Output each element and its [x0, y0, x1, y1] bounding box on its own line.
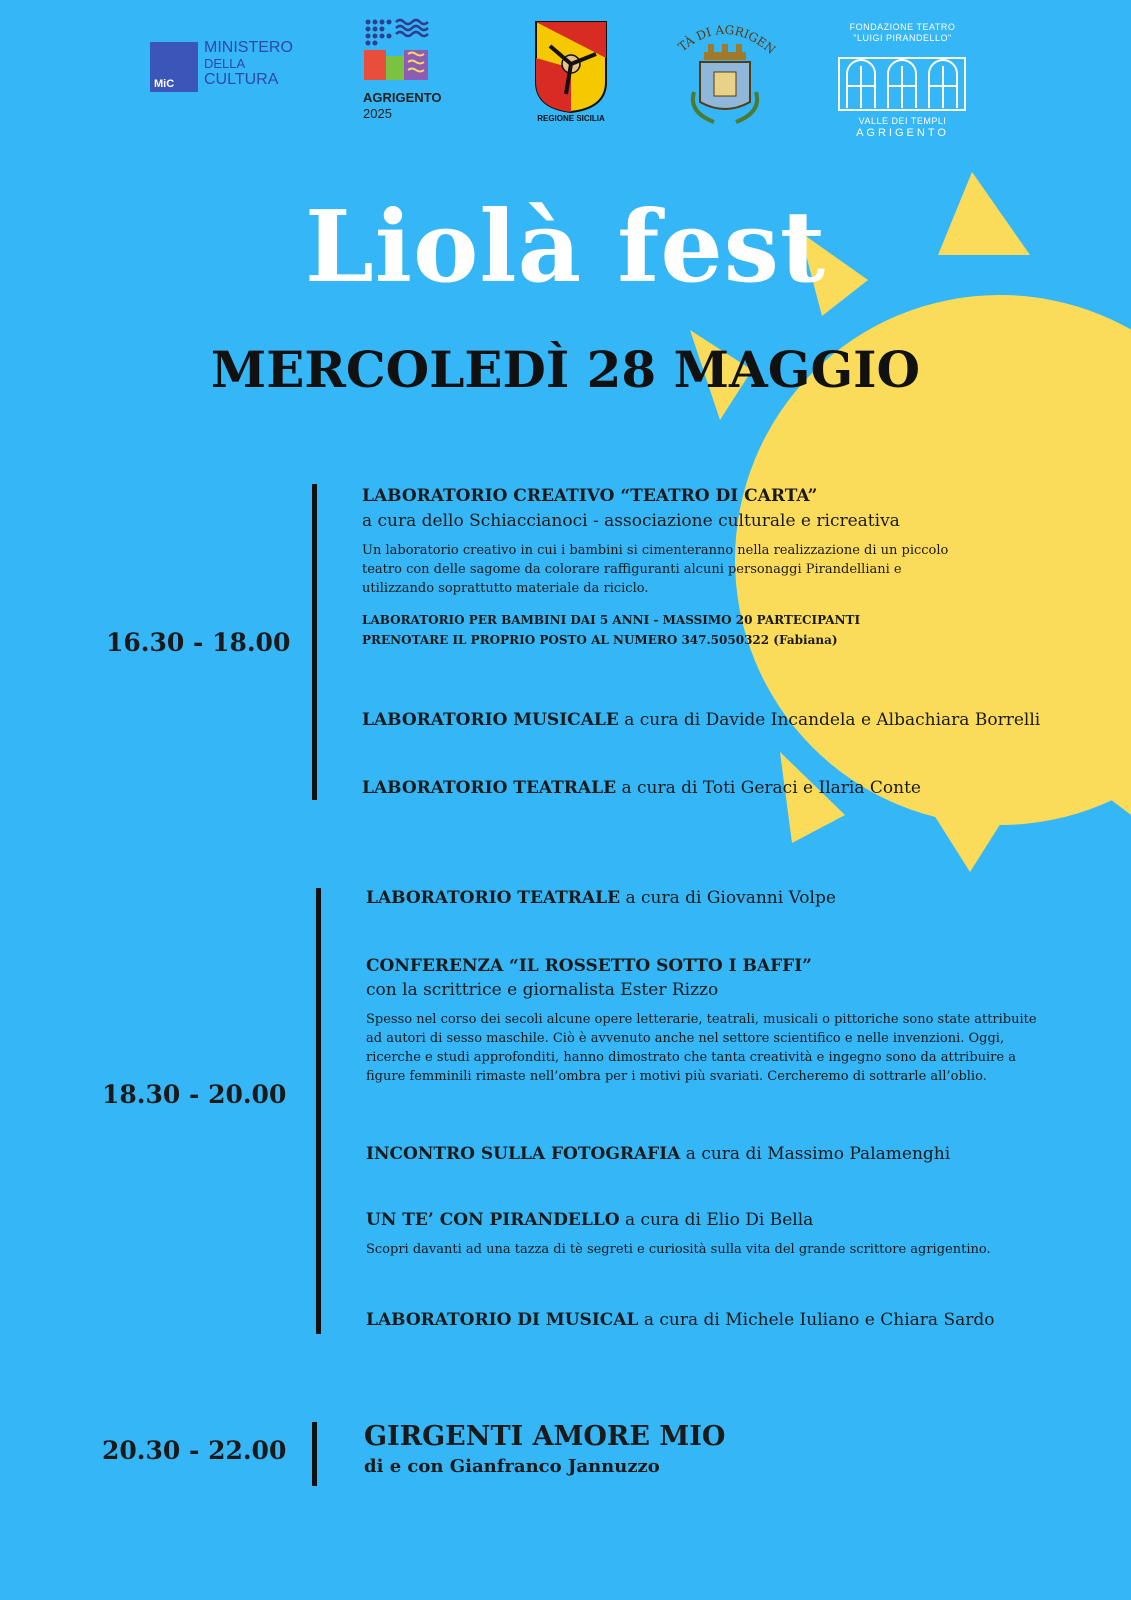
mic-line3: CULTURA — [204, 71, 279, 88]
event-title: LABORATORIO CREATIVO “TEATRO DI CARTA” — [362, 486, 818, 506]
event-date: MERCOLEDÌ 28 MAGGIO — [210, 340, 921, 399]
event-title: GIRGENTI AMORE MIO — [364, 1421, 726, 1452]
agrigento-name: AGRIGENTO — [363, 90, 442, 105]
regione-name: REGIONE SICILIA — [537, 114, 605, 123]
slot-2-event-3 — [366, 1144, 1086, 1164]
slot-2-event-5 — [366, 1310, 1086, 1330]
event-description: Spesso nel corso dei secoli alcune opere letterarie, teatrali, musicali o pittoriche sono state attribuite ad autori di sesso maschile. Ciò è avvenuto anche nel settore scientifico e nelle invenzioni. Oggi, ricerche e studi approfonditi, hanno dimostrato che tanta creatività e ingegno sono da attribuire a figure femminili rimaste nell’ombra per i motivi più svariati. Cercheremo di sottrarle all’oblio. — [366, 1012, 1037, 1084]
event-title: LABORATORIO DI MUSICAL — [366, 1310, 639, 1330]
event-title: LABORATORIO TEATRALE — [362, 778, 617, 798]
event-description: Scopri davanti ad una tazza di tè segreti e curiosità sulla vita del grande scrittore agrigentino. — [366, 1242, 991, 1257]
slot-3-divider — [312, 1422, 317, 1486]
mic-line1: MINISTERO — [204, 39, 293, 56]
event-title: Liolà fest — [304, 190, 827, 305]
fondazione-line4: AGRIGENTO — [856, 127, 949, 139]
event-subtitle: di e con Gianfranco Jannuzzo — [364, 1456, 660, 1477]
fondazione-line3: VALLE DEI TEMPLI — [858, 116, 947, 126]
event-subtitle: a cura di Michele Iuliano e Chiara Sardo — [643, 1310, 995, 1330]
slot-1-event-1 — [362, 486, 1082, 650]
fondazione-line2: "LUIGI PIRANDELLO" — [853, 33, 952, 43]
trinacria-shield-icon — [520, 18, 620, 113]
city-crest-icon — [670, 22, 780, 132]
agrigento-year: 2025 — [363, 106, 392, 121]
event-note-age: LABORATORIO PER BAMBINI DAI 5 ANNI - MASSIMO 20 PARTECIPANTI — [362, 613, 861, 627]
mic-emblem-icon — [150, 42, 198, 92]
mic-badge: MiC — [154, 78, 175, 90]
mic-line2: DELLA — [204, 56, 246, 71]
event-title: UN TE’ CON PIRANDELLO — [366, 1210, 620, 1230]
event-title: INCONTRO SULLA FOTOGRAFIA — [366, 1144, 681, 1164]
slot-3-event-1 — [364, 1420, 1084, 1477]
slot-1-event-3 — [362, 778, 1082, 798]
fondazione-line1: FONDAZIONE TEATRO — [849, 22, 956, 32]
event-subtitle: con la scrittrice e giornalista Ester Rizzo — [366, 980, 719, 1000]
slot-3-time: 20.30 - 22.00 — [102, 1436, 287, 1465]
slot-2-event-1 — [366, 888, 1086, 908]
slot-1-event-2 — [362, 710, 1082, 730]
logo-ministero-cultura — [150, 40, 310, 100]
slot-2-divider — [316, 888, 321, 1334]
slot-2-event-2 — [366, 956, 1066, 1086]
event-note-booking: PRENOTARE IL PROPRIO POSTO AL NUMERO 347.5050322 (Fabiana) — [362, 633, 838, 647]
event-subtitle: a cura di Davide Incandela e Albachiara Borrelli — [624, 710, 1041, 730]
event-subtitle: a cura dello Schiaccianoci - associazione culturale e ricreativa — [362, 511, 900, 531]
event-subtitle: a cura di Giovanni Volpe — [625, 888, 836, 908]
svg-text:CITTÀ DI AGRIGENTO: TÀ DI AGRIGEN — [675, 22, 779, 57]
event-title: CONFERENZA “IL ROSSETTO SOTTO I BAFFI” — [366, 956, 812, 976]
event-title: LABORATORIO TEATRALE — [366, 888, 621, 908]
agrigento-mark-icon — [360, 18, 440, 88]
slot-1-time: 16.30 - 18.00 — [106, 628, 291, 657]
event-subtitle: a cura di Toti Geraci e Ilaria Conte — [621, 778, 921, 798]
slot-2-event-4 — [366, 1210, 1086, 1259]
event-title: LABORATORIO MUSICALE — [362, 710, 619, 730]
logo-agrigento-2025 — [360, 18, 460, 128]
logo-regione-sicilia — [520, 18, 620, 128]
theatre-arches-icon — [837, 52, 967, 112]
logo-citta-agrigento — [670, 22, 780, 132]
event-subtitle: a cura di Elio Di Bella — [624, 1210, 814, 1230]
logo-fondazione-teatro — [830, 22, 975, 142]
event-description: Un laboratorio creativo in cui i bambini si cimenteranno nella realizzazione di un piccolo teatro con delle sagome da colorare raffiguranti alcuni personaggi Pirandelliani e utilizzando soprattutto materiale da riciclo. — [362, 543, 949, 596]
slot-1-divider — [312, 484, 317, 800]
event-subtitle: a cura di Massimo Palamenghi — [685, 1144, 951, 1164]
slot-2-time: 18.30 - 20.00 — [102, 1080, 287, 1109]
